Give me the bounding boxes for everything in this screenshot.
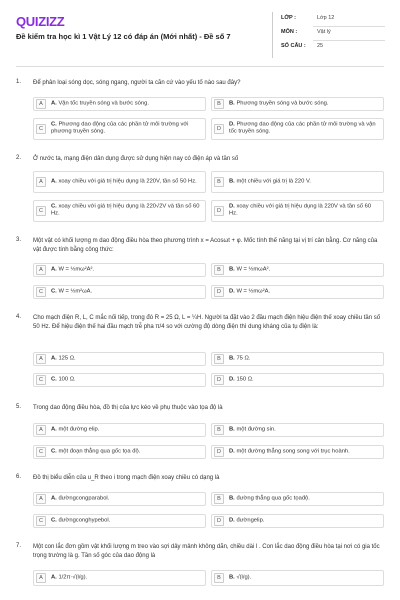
option-letter: B xyxy=(214,573,224,583)
meta-class-value: Lớp 12 xyxy=(317,15,335,21)
meta-subject xyxy=(281,29,385,41)
meta-count-label: SỐ CÂU : xyxy=(281,43,306,49)
option-key: A. xyxy=(51,574,57,581)
option-text: W = ½mωA². xyxy=(236,266,271,273)
option-letter: C xyxy=(36,124,46,134)
meta-subject-value: Vật lý xyxy=(317,29,331,35)
option-c[interactable] xyxy=(33,200,206,222)
option-key: B. xyxy=(229,574,235,581)
option-letter: D xyxy=(214,287,224,297)
option-letter: A xyxy=(36,177,46,187)
option-letter: B xyxy=(214,494,224,504)
option-key: A. xyxy=(51,178,57,185)
question-number: 5. xyxy=(16,404,22,410)
option-c[interactable] xyxy=(33,285,206,299)
option-key: D. xyxy=(229,121,235,128)
question-4 xyxy=(16,314,384,392)
option-letter: A xyxy=(36,494,46,504)
option-key: B. xyxy=(229,495,235,502)
question-number: 4. xyxy=(16,314,22,320)
option-b[interactable] xyxy=(211,423,384,437)
option-letter: D xyxy=(214,124,224,134)
option-key: A. xyxy=(51,355,57,362)
option-a[interactable] xyxy=(33,97,206,111)
option-key: B. xyxy=(229,100,235,107)
option-b[interactable] xyxy=(211,570,384,586)
option-key: D. xyxy=(229,517,235,524)
question-number: 6. xyxy=(16,474,22,480)
meta-class xyxy=(281,15,385,27)
option-d[interactable] xyxy=(211,514,384,528)
meta-divider xyxy=(313,26,385,27)
option-a[interactable] xyxy=(33,492,206,506)
option-letter: B xyxy=(214,99,224,109)
option-c[interactable] xyxy=(33,118,206,140)
option-key: B. xyxy=(229,426,235,433)
option-letter: C xyxy=(36,516,46,526)
document-header xyxy=(16,12,384,60)
option-key: A. xyxy=(51,266,57,273)
option-a[interactable] xyxy=(33,171,206,193)
option-text: 75 Ω. xyxy=(236,355,251,362)
option-text: đường thẳng qua gốc tọađộ. xyxy=(236,495,310,502)
option-b[interactable] xyxy=(211,492,384,506)
question-number: 7. xyxy=(16,543,22,549)
option-c[interactable] xyxy=(33,373,206,387)
option-text: một đoạn thẳng qua gốc tọa độ. xyxy=(58,448,141,455)
option-b[interactable] xyxy=(211,97,384,111)
meta-count-value: 25 xyxy=(317,43,324,49)
question-number: 1. xyxy=(16,79,22,85)
option-key: D. xyxy=(229,288,235,295)
option-text: 1/2π·√(l/g). xyxy=(58,574,88,581)
option-key: D. xyxy=(229,203,235,210)
option-text: W = ½mω²A². xyxy=(58,266,95,273)
option-c[interactable] xyxy=(33,514,206,528)
option-letter: D xyxy=(214,206,224,216)
option-text: W = ½mω²A. xyxy=(236,288,271,295)
question-text: Ở nước ta, mạng điện dân dụng được sử dụng hiện nay có điện áp và tần số xyxy=(33,156,239,162)
question-text: Trong dao động điều hòa, đồ thị của lực kéo về phụ thuộc vào tọa độ là xyxy=(33,405,223,411)
meta-subject-label: MÔN : xyxy=(281,29,298,35)
option-a[interactable] xyxy=(33,263,206,277)
option-letter: B xyxy=(214,425,224,435)
option-letter: A xyxy=(36,354,46,364)
option-letter: D xyxy=(214,375,224,385)
option-key: D. xyxy=(229,448,235,455)
option-d[interactable] xyxy=(211,200,384,222)
option-text: Vận tốc truyền sóng và bước sóng. xyxy=(58,100,149,107)
option-key: C. xyxy=(51,376,57,383)
option-text: 100 Ω. xyxy=(58,376,76,383)
option-key: C. xyxy=(51,517,57,524)
question-2 xyxy=(16,155,384,227)
option-text: xoay chiều với giá trị hiệu dụng là 220V và tần số 60 Hz. xyxy=(229,203,372,217)
option-letter: A xyxy=(36,99,46,109)
option-key: A. xyxy=(51,426,57,433)
option-key: A. xyxy=(51,495,57,502)
option-key: A. xyxy=(51,100,57,107)
option-letter: B xyxy=(214,265,224,275)
option-text: một đường sin. xyxy=(236,426,276,433)
option-a[interactable] xyxy=(33,352,206,366)
option-d[interactable] xyxy=(211,445,384,459)
option-letter: A xyxy=(36,265,46,275)
option-text: √(l/g). xyxy=(236,574,252,581)
question-7 xyxy=(16,543,384,597)
option-text: xoay chiều với giá trị hiệu dụng là 220V, tần số 50 Hz. xyxy=(58,178,197,185)
document-title: Đề kiểm tra học kì 1 Vật Lý 12 có đáp án (Mới nhất) - Đề số 7 xyxy=(16,32,231,41)
option-c[interactable] xyxy=(33,445,206,459)
option-d[interactable] xyxy=(211,373,384,387)
option-letter: C xyxy=(36,206,46,216)
option-letter: C xyxy=(36,287,46,297)
option-letter: B xyxy=(214,177,224,187)
question-number: 3. xyxy=(16,237,22,243)
quizizz-logo[interactable]: QUIZIZZ xyxy=(16,14,65,29)
option-text: W = ½m²ωA. xyxy=(58,288,93,295)
option-text: Phương dao động của các phần tử môi trường với phương truyền sóng. xyxy=(51,121,189,135)
option-text: đườngelip. xyxy=(236,517,265,524)
option-text: Phương truyền sóng và bước sóng. xyxy=(236,100,329,107)
option-key: D. xyxy=(229,376,235,383)
question-number: 2. xyxy=(16,155,22,161)
option-key: C. xyxy=(51,121,57,128)
option-key: B. xyxy=(229,266,235,273)
meta-box xyxy=(272,12,384,58)
option-letter: D xyxy=(214,447,224,457)
option-text: đườngconghypebol. xyxy=(58,517,111,524)
option-text: xoay chiều với giá trị hiệu dụng là 220√2V và tần số 60 Hz. xyxy=(51,203,200,217)
meta-divider xyxy=(313,40,385,41)
option-text: Phương dao động của các phần tử môi trường và vận tốc truyền sóng. xyxy=(229,121,376,135)
option-letter: A xyxy=(36,425,46,435)
option-b[interactable] xyxy=(211,263,384,277)
question-text: Một vật có khối lượng m dao động điều hòa theo phương trình x = Acosωt + φ. Mốc tính thế năng tại vị trí cân bằng. Cơ năng của vật được tính bằng công thức: xyxy=(33,238,378,253)
option-text: 125 Ω. xyxy=(58,355,76,362)
option-d[interactable] xyxy=(211,285,384,299)
option-b[interactable] xyxy=(211,352,384,366)
question-6 xyxy=(16,474,384,532)
question-text: Cho mạch điện R, L, C mắc nối tiếp, trong đó R = 25 Ω, L = ¼H. Người ta đặt vào 2 đầu mạch điện hiệu điện thế xoay chiều tần số 50 Hz. Để hiệu điện thế hai đầu mạch trễ pha π/4 so với cường độ dòng điện thì dung kháng của tụ điện là: xyxy=(33,315,381,330)
option-letter: C xyxy=(36,447,46,457)
option-text: một chiều với giá trị là 220 V. xyxy=(236,178,311,185)
option-b[interactable] xyxy=(211,171,384,193)
question-text: Một con lắc đơn gồm vật khối lượng m treo vào sợi dây mảnh không dãn, chiều dài l . Con lắc dao động điều hòa tại nơi có gia tốc trọng trường là g. Tần số góc của dao động là xyxy=(33,544,380,559)
option-text: đườngcongparabol. xyxy=(58,495,110,502)
meta-class-label: LỚP : xyxy=(281,15,296,21)
option-d[interactable] xyxy=(211,118,384,140)
option-a[interactable] xyxy=(33,570,206,586)
option-key: C. xyxy=(51,203,57,210)
option-key: B. xyxy=(229,178,235,185)
question-text: Để phân loại sóng dọc, sóng ngang, người ta căn cứ vào yếu tố nào sau đây? xyxy=(33,80,241,86)
option-letter: D xyxy=(214,516,224,526)
option-text: một đường elip. xyxy=(58,426,100,433)
option-a[interactable] xyxy=(33,423,206,437)
option-letter: B xyxy=(214,354,224,364)
question-text: Đồ thị biểu diễn của u_R theo i trong mạch điện xoay chiều có dạng là xyxy=(33,475,220,481)
option-letter: A xyxy=(36,573,46,583)
header-divider xyxy=(16,66,384,67)
option-key: C. xyxy=(51,448,57,455)
option-letter: C xyxy=(36,375,46,385)
option-text: 150 Ω. xyxy=(236,376,254,383)
option-text: một đường thẳng song song với trục hoành. xyxy=(236,448,350,455)
option-key: B. xyxy=(229,355,235,362)
meta-count xyxy=(281,43,385,55)
question-1 xyxy=(16,79,384,149)
question-5 xyxy=(16,404,384,462)
option-key: C. xyxy=(51,288,57,295)
question-3 xyxy=(16,237,384,303)
